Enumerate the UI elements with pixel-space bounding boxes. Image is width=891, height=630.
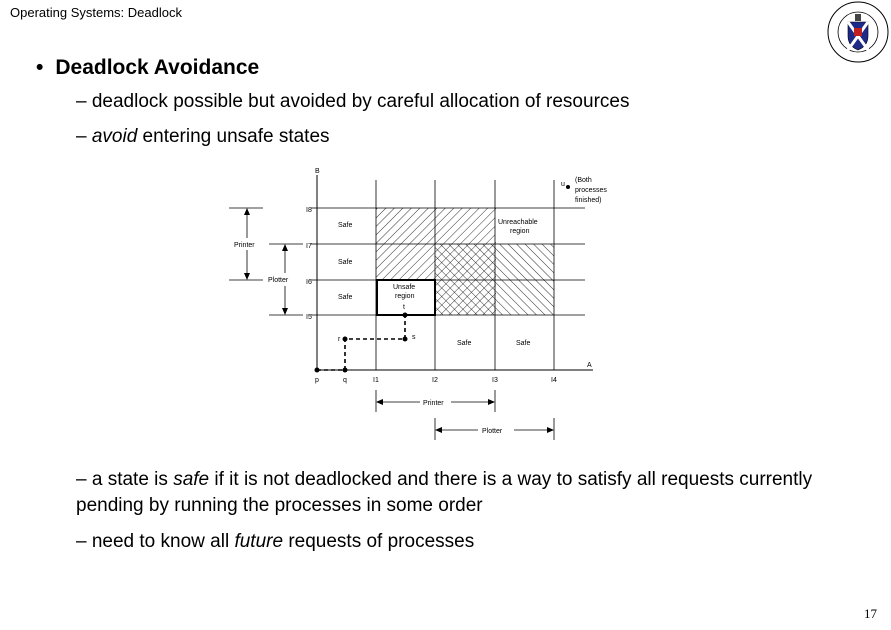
dash: –: [76, 126, 87, 147]
sub-point-text: entering unsafe states: [137, 126, 330, 147]
region-safe-2: Safe: [338, 259, 353, 266]
arrow-head: [376, 399, 383, 405]
x-label-i3: I3: [492, 377, 498, 384]
region-safe-4: Safe: [457, 340, 472, 347]
unsafe-region-label-2: region: [395, 293, 415, 300]
emphasis-text: future: [234, 531, 284, 552]
point-r: [343, 337, 348, 342]
heading-bullet: [36, 56, 259, 80]
sub-point-3: [76, 467, 866, 519]
point-u-label: u: [561, 181, 565, 188]
both-finished-1: (Both: [575, 177, 592, 184]
unreachable-region-label-1: Unreachable: [498, 219, 538, 226]
arrow-head: [547, 427, 554, 433]
point-s: [403, 337, 408, 342]
origin-label-q: q: [343, 377, 347, 384]
y-label-i7: I7: [306, 243, 312, 250]
y-label-i5: I5: [306, 314, 312, 321]
plotter-bottom-label: Plotter: [482, 428, 503, 435]
arrow-head: [282, 244, 288, 251]
printer-left-label: Printer: [234, 242, 255, 249]
arrow-head: [244, 208, 250, 215]
emphasis-text: safe: [173, 469, 210, 490]
region-safe-3: Safe: [338, 294, 353, 301]
y-ticks: [311, 208, 317, 315]
trajectory-path: [317, 315, 405, 370]
point-t: [403, 313, 408, 318]
unreachable-region-label-2: region: [510, 228, 530, 235]
sub-point-text: requests of processes: [283, 531, 475, 552]
slide-heading: Deadlock Avoidance: [55, 56, 260, 79]
left-range-markers: [229, 208, 303, 315]
arrow-head: [435, 427, 442, 433]
point-p: [315, 368, 320, 373]
x-label-i4: I4: [551, 377, 557, 384]
sub-point-text: if it is not deadlocked and there is a way to satisfy all requests currently pending by running the processes in some order: [76, 469, 813, 516]
point-r-label: r: [338, 336, 341, 343]
emphasis-text: avoid: [91, 126, 138, 147]
arrow-head: [282, 308, 288, 315]
x-label-i1: I1: [373, 377, 379, 384]
point-s-label: s: [412, 334, 416, 341]
arrow-head: [244, 273, 250, 280]
both-finished-3: finished): [575, 197, 602, 204]
slide-header: Operating Systems: Deadlock: [10, 5, 182, 20]
both-finished-2: processes: [575, 187, 607, 194]
origin-label-p: p: [315, 377, 319, 384]
point-t-label: t: [403, 304, 405, 311]
dash: –: [76, 91, 87, 112]
sub-point-4: [76, 529, 474, 555]
sub-point-text: deadlock possible but avoided by careful allocation of resources: [91, 91, 630, 112]
bullet-mark: •: [36, 56, 44, 79]
region-safe-1: Safe: [338, 222, 353, 229]
sub-point-2: [76, 124, 330, 150]
sub-point-pre: need to know all: [91, 531, 235, 552]
bottom-range-markers: [376, 390, 554, 440]
printer-bottom-label: Printer: [423, 400, 444, 407]
y-label-i6: I6: [306, 279, 312, 286]
hatch-plotter-region: [435, 244, 554, 315]
page-number: 17: [864, 606, 877, 621]
point-q: [343, 368, 348, 373]
axis-b-label: B: [315, 168, 320, 175]
region-safe-5: Safe: [516, 340, 531, 347]
y-label-i8: I8: [306, 207, 312, 214]
university-crest-logo: [826, 0, 890, 64]
x-label-i2: I2: [432, 377, 438, 384]
resource-trajectory-diagram: [225, 165, 625, 445]
sub-point-pre: a state is: [91, 469, 174, 490]
dash: –: [76, 531, 87, 552]
sub-point-1: [76, 89, 629, 115]
axis-a-label: A: [587, 362, 592, 369]
arrow-head: [488, 399, 495, 405]
point-u: [566, 185, 570, 189]
plotter-left-label: Plotter: [268, 277, 289, 284]
unsafe-region-label-1: Unsafe: [393, 284, 416, 291]
dash: –: [76, 469, 87, 490]
